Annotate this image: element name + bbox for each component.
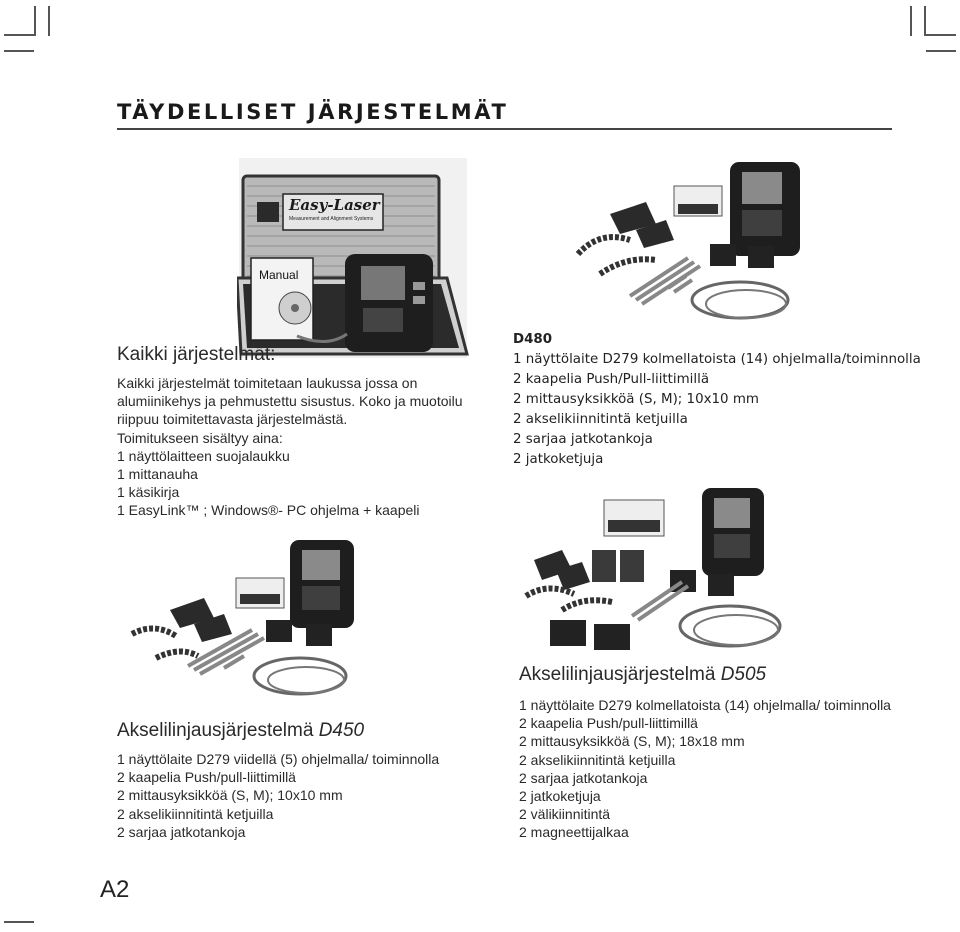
all-systems-line: alumiinikehys ja pehmustettu sisustus. Koko ja muotoilu	[117, 393, 463, 410]
d505-photo	[520, 486, 800, 658]
crop-mark	[48, 6, 50, 36]
d480-list	[513, 330, 921, 470]
page-title: TÄYDELLISET JÄRJESTELMÄT	[117, 100, 509, 124]
all-systems-list	[117, 374, 463, 520]
all-systems-line: Kaikki järjestelmät toimitetaan laukussa jossa on	[117, 375, 418, 391]
all-systems-line: 1 mittanauha	[117, 466, 198, 483]
d505-list	[519, 696, 891, 842]
d480-line: 2 mittausyksikköä (S, M); 10x10 mm	[513, 392, 759, 407]
d450-list	[117, 750, 439, 841]
title-rule	[117, 128, 892, 130]
d505-line: 2 sarjaa jatkotankoja	[519, 769, 648, 786]
all-systems-line: 1 käsikirja	[117, 484, 180, 501]
d450-line: 2 mittausyksikköä (S, M); 10x10 mm	[117, 787, 343, 804]
d450-photo	[128, 538, 360, 706]
d480-heading: D480	[513, 332, 553, 347]
d480-line: 2 kaapelia Push/Pull-liittimillä	[513, 372, 710, 387]
crop-mark	[4, 34, 34, 36]
d480-photo	[570, 160, 810, 330]
d450-line: 2 akselikiinnitintä ketjuilla	[117, 805, 274, 822]
d450-line: 1 näyttölaite D279 viidellä (5) ohjelmalla/ toiminnolla	[117, 751, 440, 767]
d505-heading-prefix: Akselilinjausjärjestelmä	[519, 664, 716, 685]
d505-line: 2 jatkoketjuja	[519, 788, 601, 805]
crop-mark	[926, 34, 956, 36]
d505-line: 2 mittausyksikköä (S, M); 18x18 mm	[519, 733, 745, 750]
crop-mark	[926, 50, 956, 52]
d450-heading-prefix: Akselilinjausjärjestelmä	[117, 720, 314, 741]
d505-line: 2 välikiinnitintä	[519, 806, 611, 823]
crop-mark	[4, 921, 34, 923]
d480-line: 2 akselikiinnitintä ketjuilla	[513, 412, 688, 427]
d505-line: 2 magneettijalkaa	[519, 824, 629, 841]
d505-line: 2 akselikiinnitintä ketjuilla	[519, 751, 676, 768]
case-photo	[237, 158, 469, 358]
manual-label: Manual	[259, 268, 299, 282]
page-number: A2	[100, 876, 130, 903]
crop-mark	[4, 50, 34, 52]
crop-mark	[924, 6, 926, 36]
case-brand-label: Easy-Laser	[289, 196, 380, 214]
all-systems-heading: Kaikki järjestelmät:	[117, 344, 276, 365]
all-systems-line: riippuu toimitettavasta järjestelmästä.	[117, 411, 348, 428]
d450-heading-model: D450	[318, 720, 365, 741]
all-systems-line: 1 EasyLink™ ; Windows®- PC ohjelma + kaapeli	[117, 502, 420, 519]
d480-line: 2 jatkoketjuja	[513, 452, 604, 467]
d480-line: 1 näyttölaite D279 kolmellatoista (14) ohjelmalla/toiminnolla	[513, 352, 921, 367]
d480-line: 2 sarjaa jatkotankoja	[513, 432, 653, 447]
d505-line: 2 kaapelia Push/pull-liittimillä	[519, 715, 698, 732]
d505-heading-model: D505	[720, 664, 767, 685]
case-brand-sub: Measurement and Alignment Systems	[289, 216, 374, 222]
all-systems-line: 1 näyttölaitteen suojalaukku	[117, 447, 290, 464]
d450-line: 2 sarjaa jatkotankoja	[117, 823, 246, 840]
all-systems-line: Toimitukseen sisältyy aina:	[117, 429, 283, 446]
d450-line: 2 kaapelia Push/pull-liittimillä	[117, 769, 296, 786]
d505-line: 1 näyttölaite D279 kolmellatoista (14) ohjelmalla/ toiminnolla	[519, 697, 891, 713]
d505-heading	[519, 664, 766, 686]
crop-mark	[34, 6, 36, 36]
d450-heading	[117, 720, 364, 742]
crop-mark	[910, 6, 912, 36]
